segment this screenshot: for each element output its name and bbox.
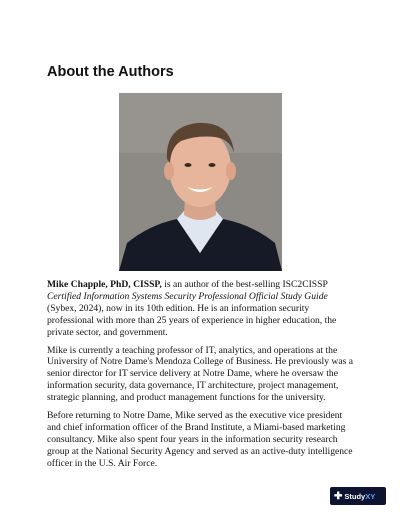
author-bio — [47, 279, 357, 476]
plus-icon: ✚ — [334, 490, 343, 502]
author-portrait-icon — [119, 93, 282, 271]
bio-paragraph-2: Mike is currently a teaching professor of IT, analytics, and operations at the University of Notre Dame's Mendoza College of Business. He previously was a senior director for IT service delivery at Notre Dame, where he oversaw the information security, data governance, IT architecture, project management, strategic planning, and product management functions for the university. — [47, 344, 353, 404]
bio-text: is an author of the best-selling ISC2CISSP — [161, 279, 328, 290]
author-name: Mike Chapple, PhD, CISSP, — [47, 279, 162, 290]
book-title: Certified Information Systems Security Professional Official Study Guide — [47, 290, 328, 302]
page-title: About the Authors — [47, 64, 174, 80]
bio-paragraph-3: Before returning to Notre Dame, Mike served as the executive vice president and chief information officer of the Brand Institute, a Miami-based marketing consultancy. Mike also spent four years in the information security research group at the National Security Agency and served as an active-duty intelligence officer in the U.S. Air Force. — [47, 410, 353, 469]
watermark-suffix: XY — [365, 491, 376, 501]
bio-paragraph-1 — [47, 279, 357, 339]
studyxy-watermark[interactable] — [330, 487, 386, 505]
bio-text: (Sybex, 2024), now in its 10th edition. He is an information security professional with more than 25 years of experience in higher education, the private sector, and government. — [47, 302, 337, 338]
author-photo — [119, 93, 282, 271]
watermark-prefix: Study — [344, 491, 366, 501]
